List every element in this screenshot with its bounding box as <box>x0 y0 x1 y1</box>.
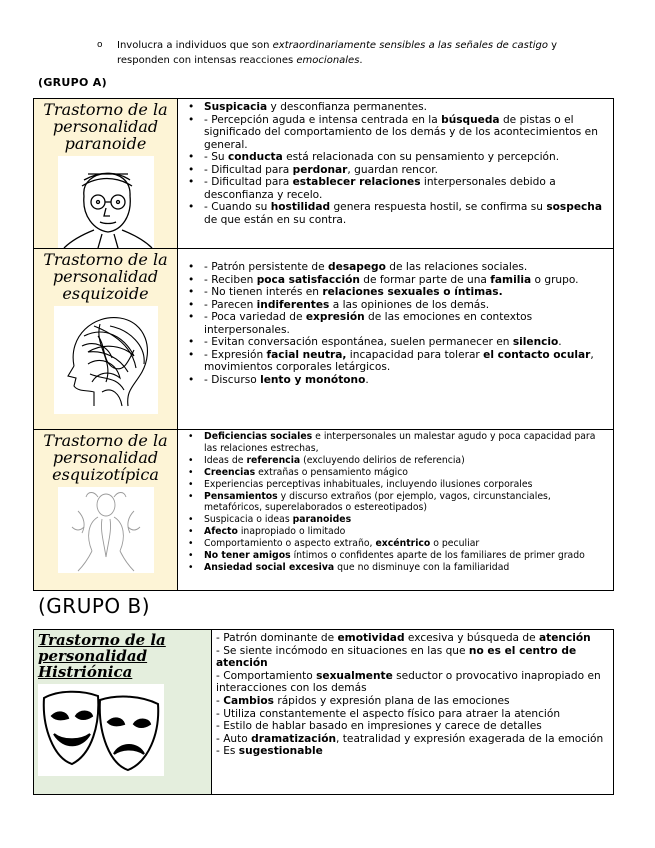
text-run: excesiva y búsqueda de <box>404 632 540 644</box>
bold-term: desapego <box>328 261 386 273</box>
bold-term: referencia <box>246 454 301 466</box>
list-item <box>184 151 611 164</box>
text-run: inapropiado o limitado <box>237 526 346 538</box>
list-item <box>216 645 609 670</box>
list-item <box>216 708 609 721</box>
bold-term: el contacto ocular <box>483 348 591 361</box>
bold-term: conducta <box>228 151 283 163</box>
text-run: o peculiar <box>430 538 480 550</box>
bold-term: familia <box>490 273 532 286</box>
list-item <box>184 336 611 349</box>
group-a-table <box>33 98 614 591</box>
title-histrionica <box>34 630 211 680</box>
cell-esquizotipica-title <box>34 430 178 591</box>
intro-text-5: . <box>359 55 363 66</box>
list-item <box>184 261 611 274</box>
bold-term: Pensamientos <box>204 490 278 502</box>
text-run: que no disminuye con la familiaridad <box>334 561 510 573</box>
text-run: e interpersonales un malestar agudo y poca capacidad para las relaciones estrechas, <box>204 431 596 454</box>
title-esquizotipica-line-2: personalidad <box>52 448 159 467</box>
text-run: - Estilo de hablar basado en impresiones y carece de detalles <box>216 720 542 733</box>
title-paranoide-line-3: paranoide <box>64 134 147 153</box>
list-esquizoide <box>178 249 613 386</box>
scribbled-head-illustration <box>54 306 158 414</box>
bold-term: relaciones sexuales o íntimas. <box>322 286 503 298</box>
text-run: rápidos y expresión plana de las emociones <box>273 694 510 707</box>
group-b-table <box>33 629 614 795</box>
title-esquizotipica <box>34 430 177 483</box>
row-esquizoide <box>34 249 614 430</box>
intro-text-4: emocionales <box>296 55 360 66</box>
title-paranoide <box>34 99 177 152</box>
list-item <box>184 201 611 226</box>
text-run: íntimos o confidentes aparte de los familiares de primer grado <box>290 550 585 562</box>
list-item <box>184 514 611 526</box>
text-run: - No tienen interés en <box>204 286 323 298</box>
text-run: de las emociones en contextos interpersonales. <box>204 311 533 336</box>
cell-histrionica-list <box>212 630 614 795</box>
list-item <box>184 114 611 152</box>
text-run: - <box>216 694 224 707</box>
intro-paragraph <box>97 38 607 68</box>
bold-term: sugestionable <box>238 745 323 758</box>
text-run: y discurso extraños (por ejemplo, vagos, circunstanciales, metafóricos, superelaborados o estereotipados) <box>204 490 551 514</box>
text-run: - Auto <box>216 732 252 745</box>
text-run: - Parecen <box>204 298 257 311</box>
list-histrionica <box>212 630 613 758</box>
list-item <box>184 101 611 114</box>
bold-term: excéntrico <box>375 538 431 550</box>
text-run: - Dificultad para <box>204 176 293 188</box>
bold-term: sexualmente <box>316 669 393 682</box>
bold-term: atención <box>539 632 591 644</box>
circle-bullet-icon: o <box>97 40 103 50</box>
text-run: de pistas o el significado del comportamiento de los demás y de los acontecimientos en general. <box>204 113 598 151</box>
bold-term: paranoides <box>292 514 352 526</box>
text-run: - Expresión <box>204 348 267 361</box>
text-run: seductor o provocativo inapropiado en interacciones con los demás <box>216 669 601 695</box>
text-run: de las relaciones sociales. <box>385 261 528 273</box>
text-run: de que están en su contra. <box>204 213 347 226</box>
bold-term: no es el centro de atención <box>216 644 577 670</box>
text-run: - Discurso <box>204 373 261 386</box>
cell-paranoide-title <box>34 99 178 249</box>
text-run: - Poca variedad de <box>204 311 306 323</box>
list-item <box>184 349 611 374</box>
bold-term: No tener amigos <box>204 550 291 562</box>
text-run: Ideas de <box>204 454 247 466</box>
list-item <box>184 526 611 538</box>
row-histrionica <box>34 630 614 795</box>
text-run: y desconfianza permanentes. <box>267 101 427 113</box>
list-item <box>184 479 611 491</box>
title-histrionica-line-1: Trastorno de la <box>38 631 166 649</box>
group-b-heading: (GRUPO B) <box>38 594 151 618</box>
bold-term: poca satisfacción <box>256 273 360 286</box>
title-esquizotipica-line-3: esquizotípica <box>52 465 159 484</box>
text-run: - Percepción aguda e intensa centrada en la <box>204 113 442 126</box>
title-histrionica-line-2: personalidad <box>38 647 148 665</box>
list-item <box>184 431 611 455</box>
bold-term: establecer relaciones <box>292 176 421 188</box>
cell-histrionica-title <box>34 630 212 795</box>
text-run: Comportamiento o aspecto extraño, <box>204 538 376 550</box>
bold-term: perdonar <box>292 163 348 176</box>
list-item <box>184 299 611 312</box>
list-item <box>184 562 611 574</box>
list-item <box>216 720 609 733</box>
text-run: - Evitan conversación espontánea, suelen permanecer en <box>204 336 513 348</box>
list-item <box>184 176 611 201</box>
text-run: - Su <box>204 151 228 163</box>
group-a-heading: (GRUPO A) <box>38 76 107 89</box>
cell-esquizoide-list <box>178 249 614 430</box>
text-run: está relacionada con su pensamiento y percepción. <box>282 151 560 163</box>
bold-term: silencio <box>512 336 559 348</box>
text-run: , teatralidad y expresión exagerada de la emoción <box>336 732 604 745</box>
intro-text-3: y responden con intensas reacciones <box>117 40 558 66</box>
bold-term: indiferentes <box>256 298 330 311</box>
bold-term: búsqueda <box>441 113 500 126</box>
text-run: Experiencias perceptivas inhabituales, incluyendo ilusiones corporales <box>204 478 533 490</box>
list-item <box>216 745 609 758</box>
list-esquizotipica <box>178 430 613 574</box>
bold-term: Deficiencias sociales <box>204 431 313 442</box>
text-run: genera respuesta hostil, se confirma su <box>330 201 547 213</box>
bold-term: Cambios <box>223 694 274 707</box>
text-run: - Cuando su <box>204 201 271 213</box>
bold-term: dramatización <box>251 732 337 745</box>
list-item <box>184 538 611 550</box>
text-run: - Reciben <box>204 273 257 286</box>
text-run: - Es <box>216 745 239 758</box>
text-run: - Comportamiento <box>216 669 317 682</box>
bold-term: sospecha <box>546 201 602 213</box>
list-item <box>184 467 611 479</box>
list-paranoide <box>178 99 613 226</box>
text-run: - Dificultad para <box>204 163 293 176</box>
list-item <box>184 311 611 336</box>
text-run: . <box>558 336 562 348</box>
text-run: interpersonales debido a desconfianza y recelo. <box>204 176 556 201</box>
paranoid-man-illustration <box>58 156 154 248</box>
intro-text <box>117 38 607 68</box>
list-item <box>216 695 609 708</box>
text-run: - Utiliza constantemente el aspecto físico para atraer la atención <box>216 707 561 720</box>
row-paranoide <box>34 99 614 249</box>
text-run: de formar parte de una <box>359 273 491 286</box>
title-histrionica-line-3: Histriónica <box>38 663 133 681</box>
text-run: o grupo. <box>531 273 579 286</box>
text-run: - Se siente incómodo en situaciones en las que <box>216 644 469 657</box>
title-esquizoide-line-1: Trastorno de la <box>43 250 168 269</box>
text-run: (excluyendo delirios de referencia) <box>300 454 465 466</box>
list-item <box>184 274 611 287</box>
title-paranoide-line-2: personalidad <box>52 117 159 136</box>
bold-term: Suspicacia <box>204 101 268 113</box>
title-esquizoide-line-2: personalidad <box>52 267 159 286</box>
cell-esquizotipica-list <box>178 430 614 591</box>
text-run: - Patrón dominante de <box>216 632 338 644</box>
bold-term: emotividad <box>337 632 405 644</box>
text-run: incapacidad para tolerar <box>346 348 484 361</box>
faint-figure-illustration <box>58 487 154 573</box>
list-item <box>184 286 611 299</box>
cell-esquizoide-title <box>34 249 178 430</box>
list-item <box>184 164 611 177</box>
bold-term: lento y monótono <box>260 373 366 386</box>
cell-paranoide-list <box>178 99 614 249</box>
list-item <box>216 670 609 695</box>
bold-term: expresión <box>305 311 365 323</box>
title-esquizotipica-line-1: Trastorno de la <box>43 431 168 450</box>
list-item <box>216 733 609 746</box>
row-esquizotipica <box>34 430 614 591</box>
text-run: a las opiniones de los demás. <box>329 298 490 311</box>
title-esquizoide <box>34 249 177 302</box>
list-item <box>184 491 611 515</box>
bold-term: hostilidad <box>270 201 331 213</box>
text-run: extrañas o pensamiento mágico <box>255 466 408 478</box>
title-paranoide-line-1: Trastorno de la <box>43 100 168 119</box>
list-item <box>184 455 611 467</box>
title-esquizoide-line-3: esquizoide <box>62 284 149 303</box>
text-run: , movimientos corporales letárgicos. <box>204 348 594 373</box>
bold-term: Ansiedad social excesiva <box>204 561 335 573</box>
bold-term: Afecto <box>204 526 238 538</box>
text-run: , guardan rencor. <box>347 163 438 176</box>
list-item <box>184 550 611 562</box>
list-item <box>184 374 611 387</box>
intro-text-2: extraordinariamente sensibles a las señales de castigo <box>272 40 548 51</box>
bold-term: Creencias <box>204 466 256 478</box>
intro-text-1: Involucra a individuos que son <box>117 40 273 51</box>
text-run: - Patrón persistente de <box>204 261 329 273</box>
theater-masks-illustration <box>38 684 164 776</box>
list-item <box>216 632 609 645</box>
text-run: Suspicacia o ideas <box>204 514 293 526</box>
bold-term: facial neutra, <box>266 348 347 361</box>
text-run: . <box>365 373 369 386</box>
